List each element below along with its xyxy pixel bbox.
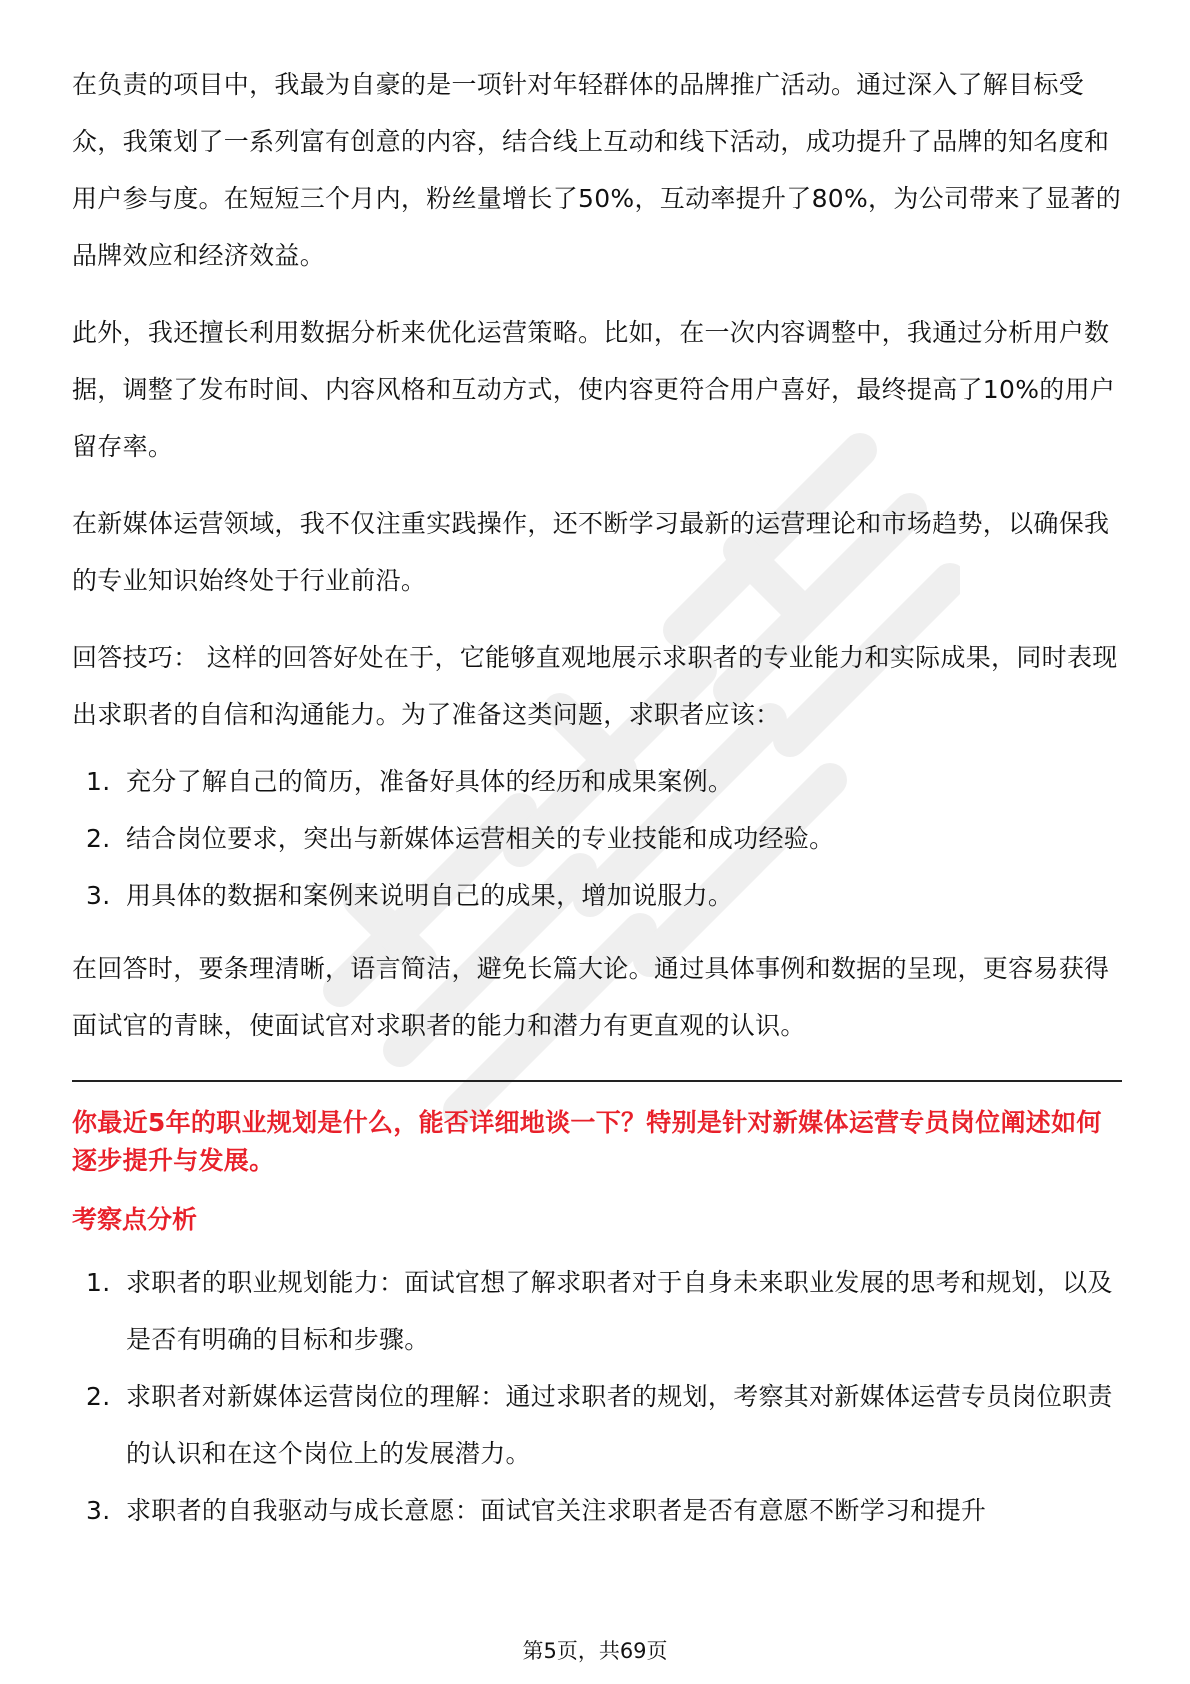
list-item-number: 1.	[86, 1268, 111, 1297]
section-divider	[72, 1080, 1122, 1082]
list-item-text: 用具体的数据和案例来说明自己的成果，增加说服力。	[126, 881, 734, 910]
list-item-text: 求职者的自我驱动与成长意愿：面试官关注求职者是否有意愿不断学习和提升	[126, 1496, 987, 1525]
paragraph-project: 在负责的项目中，我最为自豪的是一项针对年轻群体的品牌推广活动。通过深入了解目标受众，我策划了一系列富有创意的内容，结合线上互动和线下活动，成功提升了品牌的知名度和用户参与度。在短短三个月内，粉丝量增长了50%，互动率提升了80%，为公司带来了显著的品牌效应和经济效益。	[72, 70, 1122, 270]
list-item-text: 充分了解自己的简历，准备好具体的经历和成果案例。	[126, 767, 734, 796]
section-heading: 考察点分析	[72, 1205, 198, 1234]
list-item	[72, 753, 1122, 810]
list-item-text: 求职者的职业规划能力：面试官想了解求职者对于自身未来职业发展的思考和规划，以及是否有明确的目标和步骤。	[126, 1268, 1113, 1354]
list-item	[72, 1368, 1122, 1482]
list-item-number: 3.	[86, 881, 111, 910]
list-item-number: 2.	[86, 824, 111, 853]
list-item-number: 2.	[86, 1382, 111, 1411]
page-number: 第5页，共69页	[516, 1639, 673, 1663]
paragraph-closing: 在回答时，要条理清晰，语言简洁，避免长篇大论。通过具体事例和数据的呈现，更容易获得面试官的青睐，使面试官对求职者的能力和潜力有更直观的认识。	[72, 954, 1110, 1040]
list-item	[72, 867, 1122, 924]
paragraph-learning: 在新媒体运营领域，我不仅注重实践操作，还不断学习最新的运营理论和市场趋势，以确保我的专业知识始终处于行业前沿。	[72, 509, 1110, 595]
interview-question: 你最近5年的职业规划是什么，能否详细地谈一下？特别是针对新媒体运营专员岗位阐述如何逐步提升与发展。	[72, 1108, 1102, 1175]
page-footer	[0, 1636, 1190, 1666]
paragraph-data-analysis: 此外，我还擅长利用数据分析来优化运营策略。比如，在一次内容调整中，我通过分析用户数据，调整了发布时间、内容风格和互动方式，使内容更符合用户喜好，最终提高了10%的用户留存率。	[72, 318, 1116, 461]
list-item-number: 3.	[86, 1496, 111, 1525]
list-item-text: 求职者对新媒体运营岗位的理解：通过求职者的规划，考察其对新媒体运营专员岗位职责的认识和在这个岗位上的发展潜力。	[126, 1382, 1113, 1468]
main-content	[72, 56, 1122, 1555]
list-item-text: 结合岗位要求，突出与新媒体运营相关的专业技能和成功经验。	[126, 824, 835, 853]
paragraph-answer-tips: 回答技巧： 这样的回答好处在于，它能够直观地展示求职者的专业能力和实际成果，同时表现出求职者的自信和沟通能力。为了准备这类问题，求职者应该：	[72, 643, 1118, 729]
list-item	[72, 810, 1122, 867]
tips-list	[72, 753, 1122, 924]
analysis-list	[72, 1254, 1122, 1539]
list-item	[72, 1482, 1122, 1539]
list-item	[72, 1254, 1122, 1368]
list-item-number: 1.	[86, 767, 111, 796]
